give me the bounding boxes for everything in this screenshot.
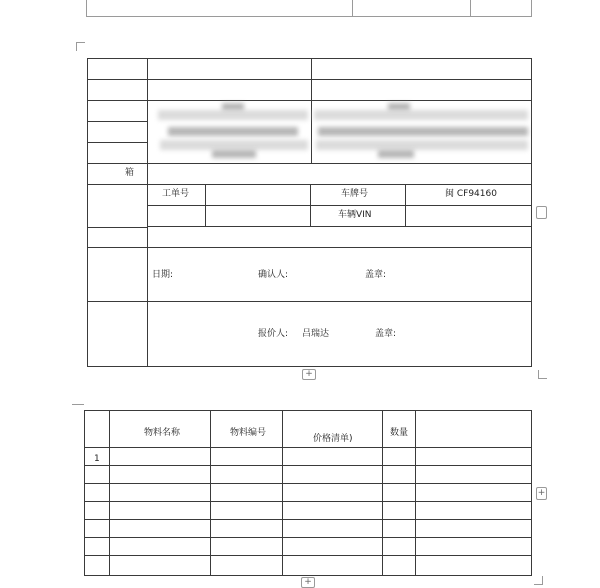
work-order-label: 工单号 xyxy=(162,189,190,199)
redacted-region xyxy=(316,140,528,150)
redacted-region xyxy=(314,110,528,120)
top-fragment-divider xyxy=(352,0,353,16)
page-corner-marker xyxy=(76,42,85,51)
header-price-list: 价格清单) xyxy=(313,434,353,444)
top-fragment-bottom-line xyxy=(86,16,532,17)
stamp-label: 盖章: xyxy=(365,270,387,280)
header-quantity: 数量 xyxy=(390,428,409,438)
add-row-side-button[interactable]: + xyxy=(537,488,546,498)
redacted-text xyxy=(168,127,298,136)
add-row-button[interactable]: + xyxy=(302,369,316,380)
redacted-region xyxy=(160,140,308,150)
quoter-name: 吕瑞达 xyxy=(302,329,330,339)
plate-label: 车牌号 xyxy=(341,189,369,199)
stamp-label: 盖章: xyxy=(375,329,397,339)
page-corner-marker xyxy=(538,370,547,379)
page-corner-marker xyxy=(534,576,543,585)
header-material-name: 物料名称 xyxy=(144,428,181,438)
top-fragment-left-line xyxy=(86,0,87,16)
table-side-handle[interactable] xyxy=(536,206,547,219)
header-material-code: 物料编号 xyxy=(230,428,267,438)
quoter-label: 报价人: xyxy=(258,329,289,339)
add-row-button[interactable]: + xyxy=(301,577,315,588)
confirmer-label: 确认人: xyxy=(258,270,289,280)
redacted-text xyxy=(318,127,528,136)
redacted-text xyxy=(378,150,414,158)
vin-label: 车辆VIN xyxy=(338,210,372,220)
plate-value[interactable]: 闽 CF94160 xyxy=(445,189,497,199)
table-row[interactable] xyxy=(110,448,531,465)
redacted-text xyxy=(212,150,256,158)
row-label-box: 箱 xyxy=(125,168,135,178)
row-index: 1 xyxy=(94,454,100,464)
top-fragment-divider xyxy=(470,0,471,16)
work-order-value-field[interactable] xyxy=(206,185,309,205)
top-fragment-right-line xyxy=(531,0,532,16)
redacted-region xyxy=(158,110,308,120)
date-label: 日期: xyxy=(152,270,174,280)
vin-value-field[interactable] xyxy=(406,206,531,226)
page-edge-mark xyxy=(72,404,84,405)
